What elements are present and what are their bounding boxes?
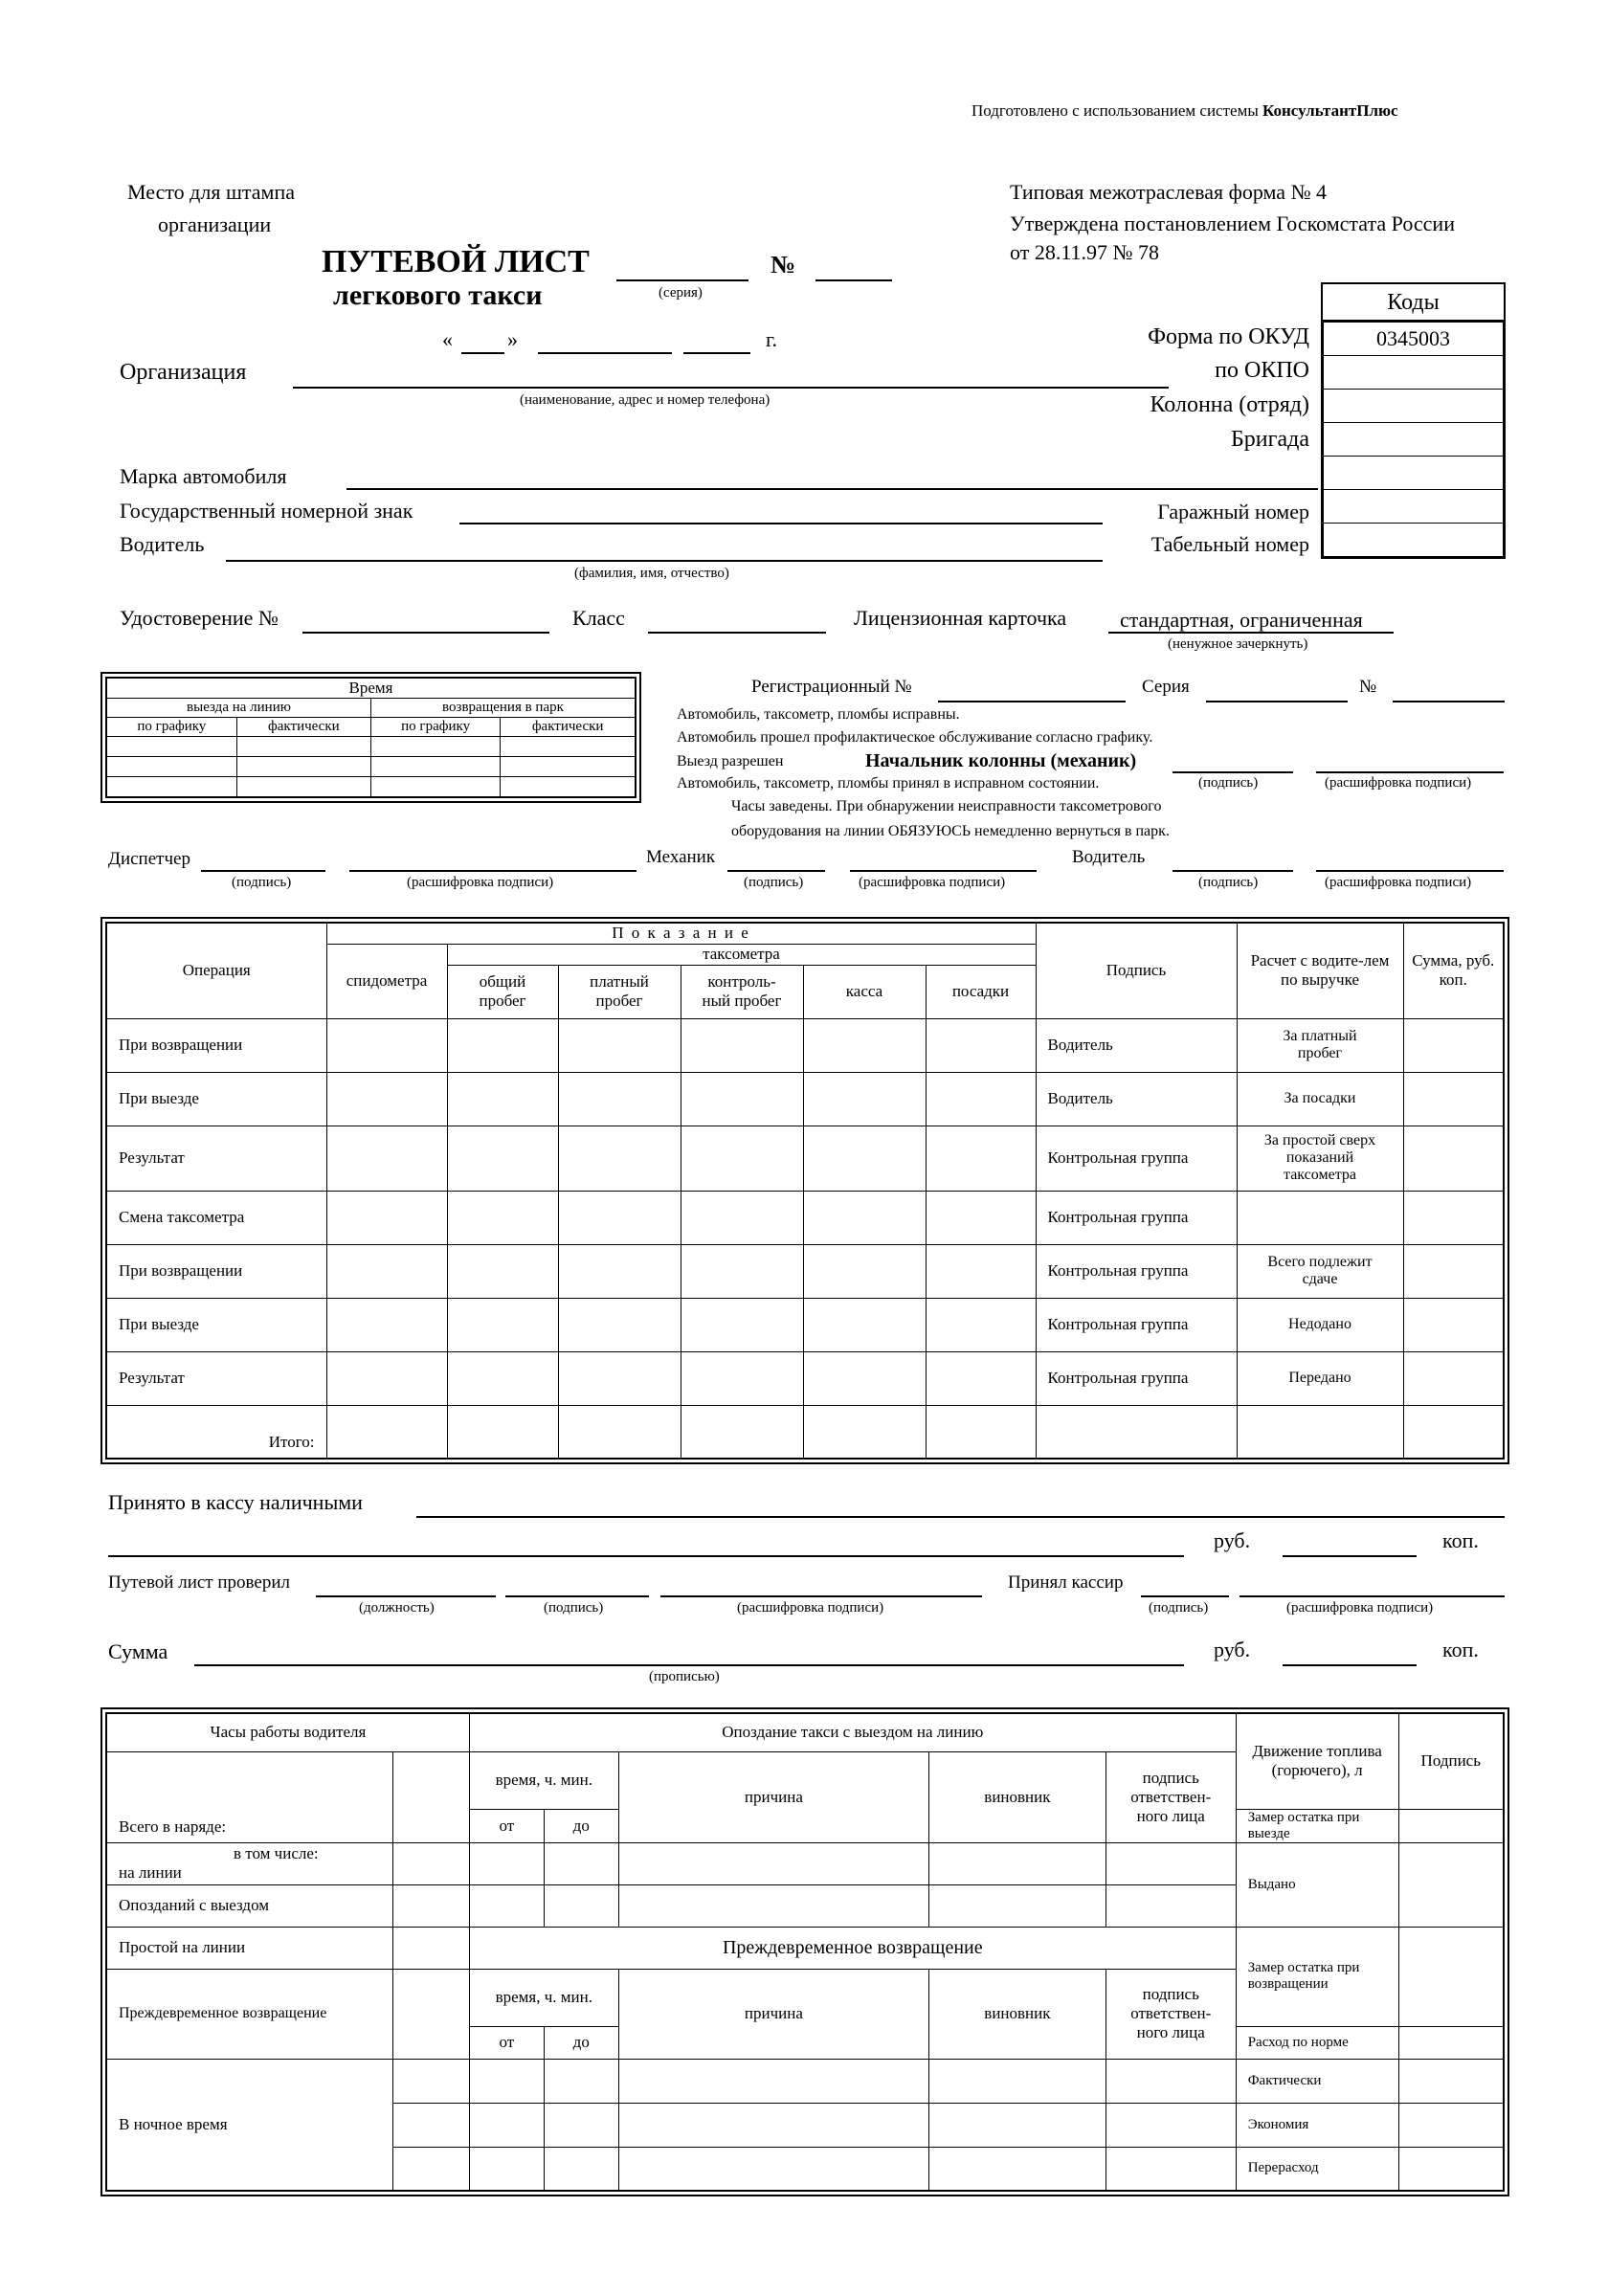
cell[interactable] [393,1751,470,1842]
dispatcher-label: Диспетчер [108,849,190,869]
cash-accepted-line2[interactable] [108,1555,1184,1557]
late-time: время, ч. мин. [469,1751,618,1809]
row-calc: Недодано [1237,1298,1403,1351]
chief-decode-caption: (расшифровка подписи) [1325,775,1472,791]
cashier-decode-caption: (расшифровка подписи) [1286,1600,1434,1616]
chief-label: Начальник колонны (механик) [865,750,1137,771]
driver-line[interactable] [226,560,1103,562]
date-month-line[interactable] [538,352,672,354]
fuel-row: Перерасход [1236,2147,1398,2191]
hours-row-late: Опозданий с выездом [106,1884,393,1927]
cell[interactable] [544,1842,618,1884]
cell[interactable] [544,2147,618,2191]
cell[interactable] [393,2147,470,2191]
col-cash: касса [803,965,926,1018]
cell[interactable] [926,1072,1036,1126]
early-culprit: виновник [929,1969,1106,2059]
checked-position-line[interactable] [316,1595,496,1597]
row-signer: Водитель [1036,1018,1237,1072]
cell[interactable] [618,2059,928,2103]
time-cell[interactable] [370,777,500,798]
dispatcher-sig-line[interactable] [201,870,325,872]
driver-label: Водитель [120,532,205,556]
late-reason: причина [618,1751,928,1842]
cell[interactable] [393,1884,470,1927]
fuel-row: Расход по норме [1236,2026,1398,2059]
reg-num-label: № [1359,677,1377,697]
time-sub: фактически [236,718,370,737]
col-control-mileage: контроль-ный пробег [681,965,803,1018]
reg-line5: Часы заведены. При обнаружении неисправности таксометрового [731,798,1162,814]
col-readings: П о к а з а н и е [326,923,1036,944]
hours-row-total: Всего в наряде: [106,1751,393,1842]
driver-caption: (фамилия, имя, отчество) [574,566,729,581]
cash-kop-line[interactable] [1283,1555,1417,1557]
reg-series-label: Серия [1142,677,1190,697]
cell[interactable] [393,1969,470,2059]
cell[interactable] [447,1126,558,1191]
prepared-note: Подготовлено с использованием системы КонсультантПлюс [972,101,1398,120]
cell[interactable] [326,1072,447,1126]
bottom-table [105,1712,1505,2192]
cell[interactable] [1403,1018,1504,1072]
time-sub: по графику [370,718,500,737]
time-return: возвращения в парк [370,699,636,718]
dispatcher-sig-caption: (подпись) [232,875,292,890]
cell[interactable] [1398,1809,1504,1842]
cell[interactable] [558,1351,681,1405]
date-year-suffix: г. [766,327,778,351]
date-close-quote: » [507,327,518,351]
cell[interactable] [1403,1072,1504,1126]
doc-subtitle: легкового такси [333,279,543,311]
cell[interactable] [618,2103,928,2147]
cash-rub: руб. [1214,1528,1251,1552]
cashier-label: Принял кассир [1008,1572,1124,1593]
codes-table [1321,320,1506,559]
reg-line6: оборудования на линии ОБЯЗУЮСЬ немедленно вернуться в парк. [731,823,1170,839]
hours-row-idle: Простой на линии [106,1927,393,1969]
reg-line4: Автомобиль, таксометр, пломбы принял в исправном состоянии. [677,775,1100,791]
row-calc [1237,1191,1403,1244]
cell[interactable] [1398,1842,1504,1927]
code-brigade[interactable] [1323,423,1505,457]
cell[interactable] [1106,1884,1236,1927]
cell[interactable] [469,1884,544,1927]
time-sub: фактически [501,718,636,737]
early-to: до [544,2026,618,2059]
cell[interactable] [926,1126,1036,1191]
driver-sig-caption: (подпись) [1198,875,1259,890]
cell[interactable] [681,1072,803,1126]
codes-header: Коды [1321,282,1506,322]
license-card-label: Лицензионная карточка [854,606,1067,630]
checked-sig-line[interactable] [505,1595,649,1597]
cell[interactable] [326,1298,447,1351]
cell[interactable] [926,1405,1036,1459]
cell[interactable] [1106,2147,1236,2191]
time-cell[interactable] [370,757,500,777]
series-caption: (серия) [659,285,703,301]
cell[interactable] [558,1072,681,1126]
cell[interactable] [926,1244,1036,1298]
cell[interactable] [926,1298,1036,1351]
sum-kop: коп. [1442,1638,1479,1661]
mechanic-decode-line[interactable] [850,870,1037,872]
time-cell[interactable] [501,737,636,757]
time-table [105,677,636,798]
reg-line2: Автомобиль прошел профилактическое обслуживание согласно графику. [677,729,1153,746]
col-taximeter: таксометра [447,944,1036,965]
cell[interactable] [1403,1244,1504,1298]
cell[interactable] [469,2059,544,2103]
row-operation: Результат [106,1351,326,1405]
row-operation: При выезде [106,1072,326,1126]
hours-row-incl [106,1842,393,1884]
cell[interactable] [558,1405,681,1459]
time-cell[interactable] [106,777,236,798]
late-culprit: виновник [929,1751,1106,1842]
cell[interactable] [1106,2103,1236,2147]
doc-title: ПУТЕВОЙ ЛИСТ [322,244,590,279]
checked-decode-caption: (расшифровка подписи) [737,1600,884,1616]
license-card-value[interactable]: стандартная, ограниченная [1120,608,1363,632]
row-calc: Передано [1237,1351,1403,1405]
chief-sig-caption: (подпись) [1198,775,1259,791]
total-label: Итого: [106,1405,326,1459]
mechanic-sig-line[interactable] [727,870,825,872]
hours-row-early: Преждевременное возвращение [106,1969,393,2059]
early-title: Преждевременное возвращение [469,1927,1236,1969]
cell[interactable] [681,1126,803,1191]
row-signer: Контрольная группа [1036,1351,1237,1405]
cell [1036,1405,1237,1459]
col-operation: Операция [106,923,326,1018]
cell[interactable] [447,1072,558,1126]
row-signer: Контрольная группа [1036,1191,1237,1244]
late-resp-sig: подпись ответствен-ного лица [1106,1751,1236,1842]
cell[interactable] [929,2147,1106,2191]
cell[interactable] [326,1244,447,1298]
time-departure: выезда на линию [106,699,370,718]
car-brand-label: Марка автомобиля [120,464,287,488]
cell[interactable] [803,1405,926,1459]
time-cell[interactable] [106,757,236,777]
cell[interactable] [926,1191,1036,1244]
time-cell[interactable] [501,757,636,777]
cell[interactable] [544,1884,618,1927]
cell[interactable] [447,1244,558,1298]
code-column[interactable] [1323,390,1505,423]
code-label-column: Колонна (отряд) [1150,392,1309,417]
form-info-1: Типовая межотраслевая форма № 4 [1010,180,1328,204]
cell[interactable] [1403,1298,1504,1351]
cell[interactable] [929,2103,1106,2147]
cell[interactable] [681,1405,803,1459]
col-boardings: посадки [926,965,1036,1018]
class-label: Класс [572,606,625,630]
cell[interactable] [544,2103,618,2147]
col-signature: Подпись [1036,923,1237,1018]
col-paid-mileage: платный пробег [558,965,681,1018]
cell[interactable] [681,1351,803,1405]
row-operation: При возвращении [106,1018,326,1072]
dispatcher-decode-line[interactable] [349,870,636,872]
sum-kop-line[interactable] [1283,1664,1417,1666]
row-calc: Всего подлежит сдаче [1237,1244,1403,1298]
cell[interactable] [558,1018,681,1072]
sum-line[interactable] [194,1664,1184,1666]
fuel-title: Движение топлива (горючего), л [1236,1713,1398,1809]
cell[interactable] [929,1884,1106,1927]
code-label-brigade: Бригада [1231,427,1309,452]
row-signer: Контрольная группа [1036,1244,1237,1298]
row-signer: Контрольная группа [1036,1126,1237,1191]
stamp-label-2: организации [158,212,272,236]
cell[interactable] [447,1351,558,1405]
code-label-okpo: по ОКПО [1215,358,1309,383]
cell[interactable] [1398,1927,1504,2026]
cell[interactable] [393,2059,470,2103]
cell[interactable] [618,1884,928,1927]
row-operation: При выезде [106,1298,326,1351]
cell[interactable] [1403,1126,1504,1191]
hours-row-line: на линии [119,1863,182,1882]
cell[interactable] [326,1351,447,1405]
cell[interactable] [326,1405,447,1459]
reg-no-label: Регистрационный № [751,677,912,697]
cell[interactable] [1398,2147,1504,2191]
reg-series-line[interactable] [1206,701,1348,702]
sign-title: Подпись [1398,1713,1504,1809]
fuel-row: Замер остатка при возвращении [1236,1927,1398,2026]
late-to: до [544,1809,618,1842]
time-cell[interactable] [236,757,370,777]
cell[interactable] [681,1244,803,1298]
dispatcher-decode-caption: (расшифровка подписи) [407,875,554,890]
sum-caption: (прописью) [649,1669,720,1684]
form-info-2: Утверждена постановлением Госкомстата России [1010,212,1455,235]
date-open-quote: « [442,327,453,351]
time-cell[interactable] [370,737,500,757]
cell[interactable] [926,1351,1036,1405]
time-cell[interactable] [236,737,370,757]
class-line[interactable] [648,632,826,634]
cashier-sig-caption: (подпись) [1149,1600,1209,1616]
col-total-mileage: общий пробег [447,965,558,1018]
cell[interactable] [803,1351,926,1405]
cell[interactable] [803,1126,926,1191]
car-brand-line[interactable] [346,488,1318,490]
reg-line1: Автомобиль, таксометр, пломбы исправны. [677,706,960,723]
sum-label: Сумма [108,1639,168,1663]
cell[interactable] [803,1244,926,1298]
hours-row-night: В ночное время [106,2059,393,2191]
cell[interactable] [326,1018,447,1072]
cell[interactable] [558,1126,681,1191]
cash-accepted-line[interactable] [416,1516,1505,1518]
license-card-line [1108,632,1394,634]
sum-rub: руб. [1214,1638,1251,1661]
license-line[interactable] [302,632,549,634]
cash-kop: коп. [1442,1528,1479,1552]
cell[interactable] [1403,1191,1504,1244]
cell[interactable] [803,1298,926,1351]
code-tabel[interactable] [1323,524,1505,558]
cell[interactable] [681,1298,803,1351]
reg-no-line[interactable] [938,701,1126,702]
time-sub: по графику [106,718,236,737]
cell[interactable] [1398,2026,1504,2059]
cell[interactable] [326,1191,447,1244]
cashier-sig-line[interactable] [1141,1595,1229,1597]
cashier-decode-line[interactable] [1240,1595,1505,1597]
col-sum: Сумма, руб. коп. [1403,923,1504,1018]
reg-line3: Выезд разрешен [677,753,784,769]
cell[interactable] [558,1191,681,1244]
checked-decode-line[interactable] [660,1595,982,1597]
early-reason: причина [618,1969,928,2059]
fuel-row: Замер остатка при выезде [1236,1809,1398,1842]
cell[interactable] [1106,1842,1236,1884]
mechanic-decode-caption: (расшифровка подписи) [859,875,1006,890]
license-card-caption: (ненужное зачеркнуть) [1168,636,1308,652]
driver-sig-line[interactable] [1172,870,1293,872]
row-operation: При возвращении [106,1244,326,1298]
hours-title: Часы работы водителя [106,1713,469,1751]
cell[interactable] [558,1244,681,1298]
driver-sig-label: Водитель [1072,847,1146,867]
mechanic-label: Механик [646,847,716,867]
checked-sig-caption: (подпись) [544,1600,604,1616]
number-line[interactable] [815,279,892,281]
cell[interactable] [469,2103,544,2147]
date-day-line[interactable] [461,352,504,354]
code-label-okud: Форма по ОКУД [1148,324,1309,349]
code-okud[interactable]: 0345003 [1323,322,1505,356]
cell[interactable] [1403,1351,1504,1405]
cell[interactable] [544,2059,618,2103]
cell[interactable] [393,2103,470,2147]
checked-position-caption: (должность) [359,1600,435,1616]
col-speedometer: спидометра [326,944,447,1018]
cell[interactable] [1106,2059,1236,2103]
cash-accepted-label: Принято в кассу наличными [108,1490,363,1514]
organization-label: Организация [120,360,247,385]
series-line[interactable] [616,279,748,281]
cell[interactable] [558,1298,681,1351]
col-settlement: Расчет с водите-лем по выручке [1237,923,1403,1018]
cell[interactable] [803,1191,926,1244]
row-calc: За посадки [1237,1072,1403,1126]
cell[interactable] [618,1842,928,1884]
cell[interactable] [929,1842,1106,1884]
cell[interactable] [469,1842,544,1884]
cell[interactable] [1403,1405,1504,1459]
row-calc: За простой сверх показаний таксометра [1237,1126,1403,1191]
late-from: от [469,1809,544,1842]
number-sign: № [770,251,796,279]
checked-label: Путевой лист проверил [108,1572,290,1593]
stamp-label-1: Место для штампа [127,180,296,204]
organization-line[interactable] [293,387,1169,389]
mechanic-sig-caption: (подпись) [744,875,804,890]
chief-decode-line[interactable] [1316,771,1504,773]
main-table [105,922,1505,1460]
code-label-tabel: Табельный номер [1150,532,1309,556]
fuel-row: Выдано [1236,1842,1398,1927]
row-signer: Водитель [1036,1072,1237,1126]
chief-sig-line[interactable] [1172,771,1293,773]
row-operation: Результат [106,1126,326,1191]
time-cell[interactable] [236,777,370,798]
cell[interactable] [326,1126,447,1191]
cell[interactable] [447,1298,558,1351]
organization-caption: (наименование, адрес и номер телефона) [520,392,770,408]
license-label: Удостоверение № [120,606,279,630]
time-cell[interactable] [106,737,236,757]
date-year-line[interactable] [683,352,750,354]
reg-num-line[interactable] [1393,701,1505,702]
cell[interactable] [681,1018,803,1072]
cell[interactable] [447,1405,558,1459]
code-blank[interactable] [1323,457,1505,490]
early-time: время, ч. мин. [469,1969,618,2026]
code-label-garage: Гаражный номер [1157,500,1309,524]
fuel-row: Экономия [1236,2103,1398,2147]
cell[interactable] [803,1072,926,1126]
cell[interactable] [618,2147,928,2191]
plate-line[interactable] [459,523,1103,524]
hours-row-incl-text: в том числе: [234,1844,319,1862]
fuel-row: Фактически [1236,2059,1398,2103]
code-garage[interactable] [1323,490,1505,524]
row-signer: Контрольная группа [1036,1298,1237,1351]
cell[interactable] [1398,2059,1504,2103]
cell [1237,1405,1403,1459]
row-operation: Смена таксометра [106,1191,326,1244]
cell[interactable] [1398,2103,1504,2147]
cell[interactable] [447,1018,558,1072]
time-title: Время [106,678,636,699]
form-info-3: от 28.11.97 № 78 [1010,240,1159,264]
row-calc: За платный пробег [1237,1018,1403,1072]
cell[interactable] [929,2059,1106,2103]
driver-decode-line[interactable] [1316,870,1504,872]
code-okpo[interactable] [1323,356,1505,390]
cell[interactable] [447,1191,558,1244]
driver-decode-caption: (расшифровка подписи) [1325,875,1472,890]
cell[interactable] [803,1018,926,1072]
cell[interactable] [393,1927,470,1969]
cell[interactable] [469,2147,544,2191]
cell[interactable] [926,1018,1036,1072]
early-from: от [469,2026,544,2059]
early-resp-sig: подпись ответствен-ного лица [1106,1969,1236,2059]
plate-label: Государственный номерной знак [120,499,413,523]
time-cell[interactable] [501,777,636,798]
cell[interactable] [681,1191,803,1244]
cell[interactable] [393,1842,470,1884]
late-title: Опоздание такси с выездом на линию [469,1713,1236,1751]
